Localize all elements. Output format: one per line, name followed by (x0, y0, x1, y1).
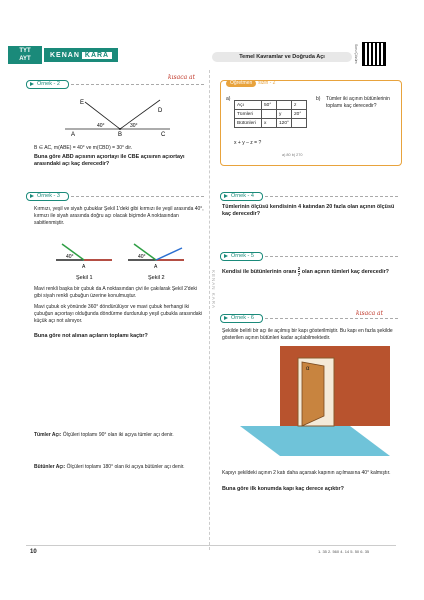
alpha-label: α (306, 366, 310, 372)
label-c: C (161, 132, 166, 137)
handwritten-note: kısaca at (168, 74, 196, 81)
logo-ayt: AYT (19, 56, 31, 62)
part-b-label: b) (316, 96, 321, 102)
qr-label: Soru Çözüm (354, 44, 358, 64)
table-cell: z (292, 101, 307, 110)
complementary-body: Ölçüleri toplamı 90° olan iki açıya tümler açı denir. (62, 432, 174, 438)
table-cell: Bütünleri (235, 119, 262, 128)
label-d: D (158, 108, 163, 114)
example-3-tag (26, 192, 204, 200)
table-cell (292, 119, 307, 128)
example-tag-label: Örnek - 5 (231, 253, 254, 259)
example-tag-pill (26, 192, 69, 201)
play-icon (30, 194, 34, 198)
example-3-body: Kırmızı, yeşil ve siyah çubuklar Şekil 1'deki gibi kırmızı ile yeşil arasında 40°, kırmızı ile siyah arasında doğru açı olacak biçimde A noktasından sabitlenmiştir. (34, 206, 204, 226)
brick-wall (280, 346, 390, 426)
example-3-body-2: Mavi renkli başka bir çubuk da A noktasından çivi ile çakılarak Şekil 2'deki gibi siyah renkli çubuğun üzerine konulmuştur. (34, 286, 197, 299)
part-b-question: Tümler iki açının bütünlerinin toplamı kaç derecedir? (326, 96, 390, 109)
label-a: A (71, 132, 76, 137)
example-tag-label: Örnek - 6 (231, 315, 254, 321)
supplementary-def (34, 464, 206, 471)
table-cell: Tümleri (235, 110, 262, 119)
complementary-def (34, 432, 206, 439)
tyt-ayt-mark (8, 46, 42, 64)
play-icon (224, 316, 228, 320)
example-3-question: Buna göre not alınan açıların toplamı kaçtır? (34, 333, 148, 339)
table-cell: Açı (235, 101, 262, 110)
brand-logo (8, 46, 128, 64)
table-row (235, 110, 307, 119)
handwritten-note: kısaca at (356, 310, 384, 317)
table-cell: y (277, 110, 292, 119)
fraction-denominator: 7 (297, 272, 301, 277)
angle-table (234, 100, 307, 128)
angle-label-40: 40° (97, 123, 105, 129)
supplementary-body: Ölçüleri toplamı 180° olan iki açıya bütünler açı denir. (66, 464, 185, 470)
supplementary-title: Bütünler Açı: (34, 464, 66, 470)
column-divider (209, 70, 211, 550)
example-4-tag (220, 192, 398, 200)
example-6-question: Buna göre ilk konumda kapı kaç derece açıktır? (222, 486, 344, 492)
example-4-question: Tümlerinin ölçüsü kendisinin 4 katından 20 fazla olan açının ölçüsü kaç derecedir? (222, 204, 395, 218)
teacher-tag-sub: sizin - 2 (258, 80, 276, 86)
label-e: E (80, 100, 85, 106)
table-cell (277, 101, 292, 110)
example-5-tag (220, 252, 398, 260)
play-icon (30, 82, 34, 86)
table-cell: 120° (277, 119, 292, 128)
example-tag-label: Örnek - 2 (37, 81, 60, 87)
example-tag-pill (26, 80, 69, 89)
angle-2: 40° (138, 254, 146, 260)
point-a-1: A (82, 264, 86, 270)
example-tag-label: Örnek - 4 (231, 193, 254, 199)
example-tag-label: Örnek - 3 (37, 193, 60, 199)
table-cell: 20° (292, 110, 307, 119)
table-cell (262, 110, 277, 119)
fraction-numerator: 2 (297, 266, 301, 271)
brand-second: KARA (82, 52, 112, 59)
tag-dash-line (265, 256, 398, 257)
play-icon (224, 254, 228, 258)
table-cell: 50° (262, 101, 277, 110)
example-5-question (222, 266, 398, 277)
fraction (298, 266, 301, 277)
teacher-tag-label: Öğretmen (226, 80, 256, 87)
figure-1-caption: Şekil 1 (76, 275, 93, 280)
example-5-q2: olan açının tümleri kaç derecedir? (301, 268, 389, 275)
logo-tyt: TYT (19, 48, 31, 54)
example-6-body-2: Kapıyı şekildeki açının 2 katı daha açarsak kapının açılmasına 40° kalmıştır. (222, 470, 391, 476)
point-b (119, 128, 121, 130)
tag-dash-line (265, 196, 398, 197)
rods-figure (54, 238, 194, 280)
page-number: 10 (30, 549, 37, 555)
table-row (235, 119, 307, 128)
tag-dash-line (71, 84, 204, 85)
example-tag-pill (220, 252, 263, 261)
example-2-question: Buna göre ABD açısının açıortayı ile CBE açısının açıortayı arasındaki açı kaç derecedir? (34, 154, 185, 168)
brand-first: KENAN (50, 51, 80, 59)
example-5-q1: Kendisi ile bütünlerinin oranı (222, 268, 297, 275)
label-b: B (118, 132, 123, 137)
example-6-body: Şekilde belirli bir açı ile açılmış bir kapı gösterilmiştir. Bu kapı en fazla şekilde gösterilen açının bütünleri kadar açılabilmektedir. (222, 328, 393, 341)
complementary-title: Tümler Açı: (34, 432, 62, 438)
table-cell: x (262, 119, 277, 128)
angle-figure-1 (60, 92, 180, 137)
footer-rule (26, 545, 396, 546)
part-a-label: a) (226, 96, 231, 102)
page-title: Temel Kavramlar ve Doğruda Açı (212, 52, 352, 62)
teacher-answers: a) 80 b) 270 (282, 153, 303, 157)
angle-label-30: 30° (130, 123, 138, 129)
qr-code[interactable] (362, 42, 386, 66)
footer-answers: 1. 35 2. 560 4. 14 5. 50 6. 35 (318, 549, 370, 554)
point-a-2: A (154, 264, 158, 270)
angle-1: 40° (66, 254, 74, 260)
ray-bd (120, 100, 160, 129)
play-icon (224, 194, 228, 198)
figure-2-caption: Şekil 2 (148, 275, 165, 280)
table-row (235, 101, 307, 110)
tag-dash-line (71, 196, 204, 197)
teacher-tag (226, 79, 275, 87)
example-2-tag (26, 80, 204, 88)
brand-name (44, 48, 118, 62)
example-tag-pill (220, 192, 263, 201)
floor (240, 426, 390, 456)
sum-equation: x + y – z = ? (234, 140, 262, 146)
example-2-given: B ∈ AC, m(ABE) = 40° ve m(CBD) = 30° dir. (34, 145, 133, 151)
rod-blue (156, 248, 182, 260)
door-figure (240, 346, 390, 456)
example-tag-pill (220, 314, 263, 323)
example-3-body-3: Mavi çubuk ok yönünde 360° döndürülüyor ve mavi çubuk herhangi iki çubuğun açıortayı olduğunda döndürme durdurulup yeşil çubukla arasındaki küçük açı not alınıyor. (34, 304, 203, 324)
side-brand: KENAN KARA (211, 270, 216, 310)
tag-dash-line (265, 318, 398, 319)
